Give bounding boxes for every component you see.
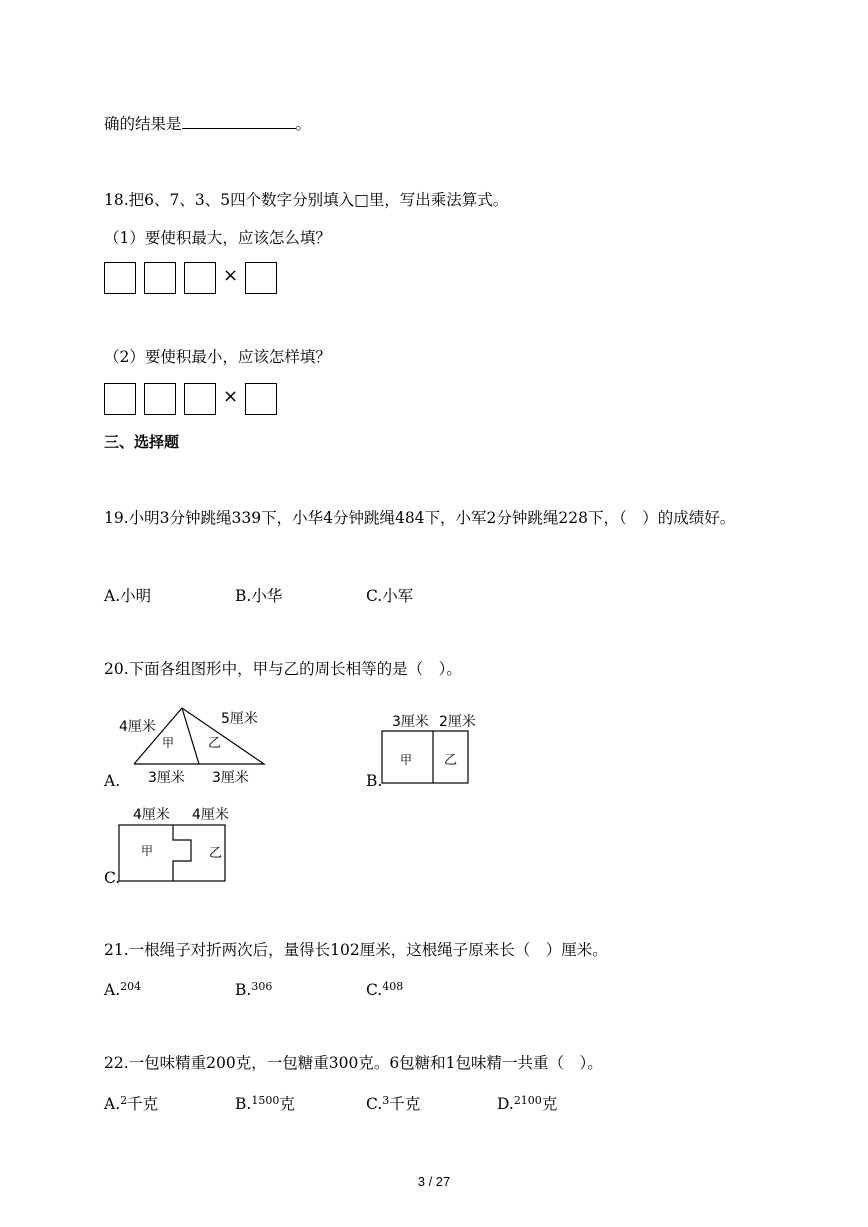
option-c[interactable]: C.小军 bbox=[366, 587, 414, 605]
option-letter: B. bbox=[235, 981, 252, 999]
answer-box[interactable] bbox=[104, 262, 136, 294]
label-jia: 甲 bbox=[400, 753, 413, 767]
answer-box[interactable] bbox=[245, 383, 277, 415]
answer-box[interactable] bbox=[245, 262, 277, 294]
q17-tail bbox=[104, 114, 311, 134]
answer-box[interactable] bbox=[184, 262, 216, 294]
label-yi: 乙 bbox=[444, 753, 458, 768]
option-value: 2 bbox=[120, 1094, 128, 1107]
option-value: 2100 bbox=[513, 1094, 542, 1107]
figure-b-rectangle bbox=[380, 708, 490, 790]
label-4cm-left: 4厘米 bbox=[133, 807, 170, 823]
option-letter: D. bbox=[497, 1095, 514, 1113]
q22-stem: 22.一包味精重200克，一包糖重300克。6包糖和1包味精一共重（ ）。 bbox=[104, 1054, 603, 1072]
q19-stem: 19.小明3分钟跳绳339下，小华4分钟跳绳484下，小军2分钟跳绳228下，（ ）的成绩好。 bbox=[104, 509, 736, 527]
label-jia: 甲 bbox=[141, 844, 154, 858]
label-3cm-left: 3厘米 bbox=[148, 770, 185, 786]
option-unit: 千克 bbox=[127, 1095, 159, 1113]
option-value: 306 bbox=[251, 980, 273, 993]
section-title: 三、选择题 bbox=[104, 433, 180, 451]
option-value: 1500 bbox=[251, 1094, 280, 1107]
q21-stem: 21.一根绳子对折两次后，量得长102厘米，这根绳子原来长（ ）厘米。 bbox=[104, 941, 608, 959]
label-yi: 乙 bbox=[209, 846, 223, 861]
option-c-label[interactable]: C. bbox=[104, 869, 121, 887]
q18-part2: （2）要使积最小，应该怎样填？ bbox=[104, 348, 331, 366]
option-unit: 千克 bbox=[389, 1095, 421, 1113]
option-letter: C. bbox=[366, 981, 383, 999]
label-4cm-right: 4厘米 bbox=[192, 807, 229, 823]
times-sign: × bbox=[223, 265, 239, 286]
option-c[interactable] bbox=[366, 1092, 420, 1114]
option-unit: 克 bbox=[541, 1095, 558, 1113]
option-value: 3 bbox=[382, 1094, 390, 1107]
option-b[interactable] bbox=[235, 1092, 295, 1114]
times-sign: × bbox=[223, 386, 239, 407]
option-letter: B. bbox=[235, 1095, 252, 1113]
label-2cm: 2厘米 bbox=[439, 714, 476, 730]
option-value: 204 bbox=[120, 980, 142, 993]
label-5cm: 5厘米 bbox=[221, 711, 258, 727]
option-a[interactable] bbox=[104, 980, 141, 999]
option-a-label[interactable]: A. bbox=[104, 772, 121, 790]
answer-box[interactable] bbox=[104, 383, 136, 415]
answer-box[interactable] bbox=[144, 383, 176, 415]
answer-box[interactable] bbox=[144, 262, 176, 294]
answer-box[interactable] bbox=[184, 383, 216, 415]
option-b-label[interactable]: B. bbox=[366, 772, 383, 790]
q18-part1: （1）要使积最大，应该怎么填？ bbox=[104, 229, 331, 247]
q20-stem: 20.下面各组图形中，甲与乙的周长相等的是（ ）。 bbox=[104, 660, 462, 678]
option-b[interactable]: B.小华 bbox=[235, 587, 283, 605]
option-letter: C. bbox=[366, 1095, 383, 1113]
label-3cm: 3厘米 bbox=[392, 714, 429, 730]
triangle-divider bbox=[182, 708, 199, 764]
notched-divider bbox=[173, 825, 191, 881]
label-yi: 乙 bbox=[208, 736, 222, 751]
option-a[interactable]: A.小明 bbox=[104, 587, 152, 605]
option-b[interactable] bbox=[235, 980, 272, 999]
label-jia: 甲 bbox=[162, 736, 175, 750]
option-unit: 克 bbox=[279, 1095, 295, 1113]
label-4cm: 4厘米 bbox=[119, 719, 156, 735]
option-d[interactable] bbox=[497, 1092, 557, 1114]
q17-end: 。 bbox=[295, 115, 312, 133]
q18-stem: 18.把6、7、3、5四个数字分别填入□里，写出乘法算式。 bbox=[104, 191, 509, 209]
figure-c-notched-rectangle bbox=[117, 800, 232, 886]
figure-a-triangle bbox=[104, 700, 284, 795]
page-number: 3 / 27 bbox=[417, 1174, 451, 1189]
option-letter: A. bbox=[104, 981, 121, 999]
option-c[interactable] bbox=[366, 980, 403, 999]
option-value: 408 bbox=[382, 980, 404, 993]
option-a[interactable] bbox=[104, 1092, 158, 1114]
answer-blank[interactable] bbox=[182, 114, 296, 129]
q17-text: 确的结果是 bbox=[104, 115, 182, 133]
label-3cm-right: 3厘米 bbox=[212, 770, 249, 786]
option-letter: A. bbox=[104, 1095, 121, 1113]
